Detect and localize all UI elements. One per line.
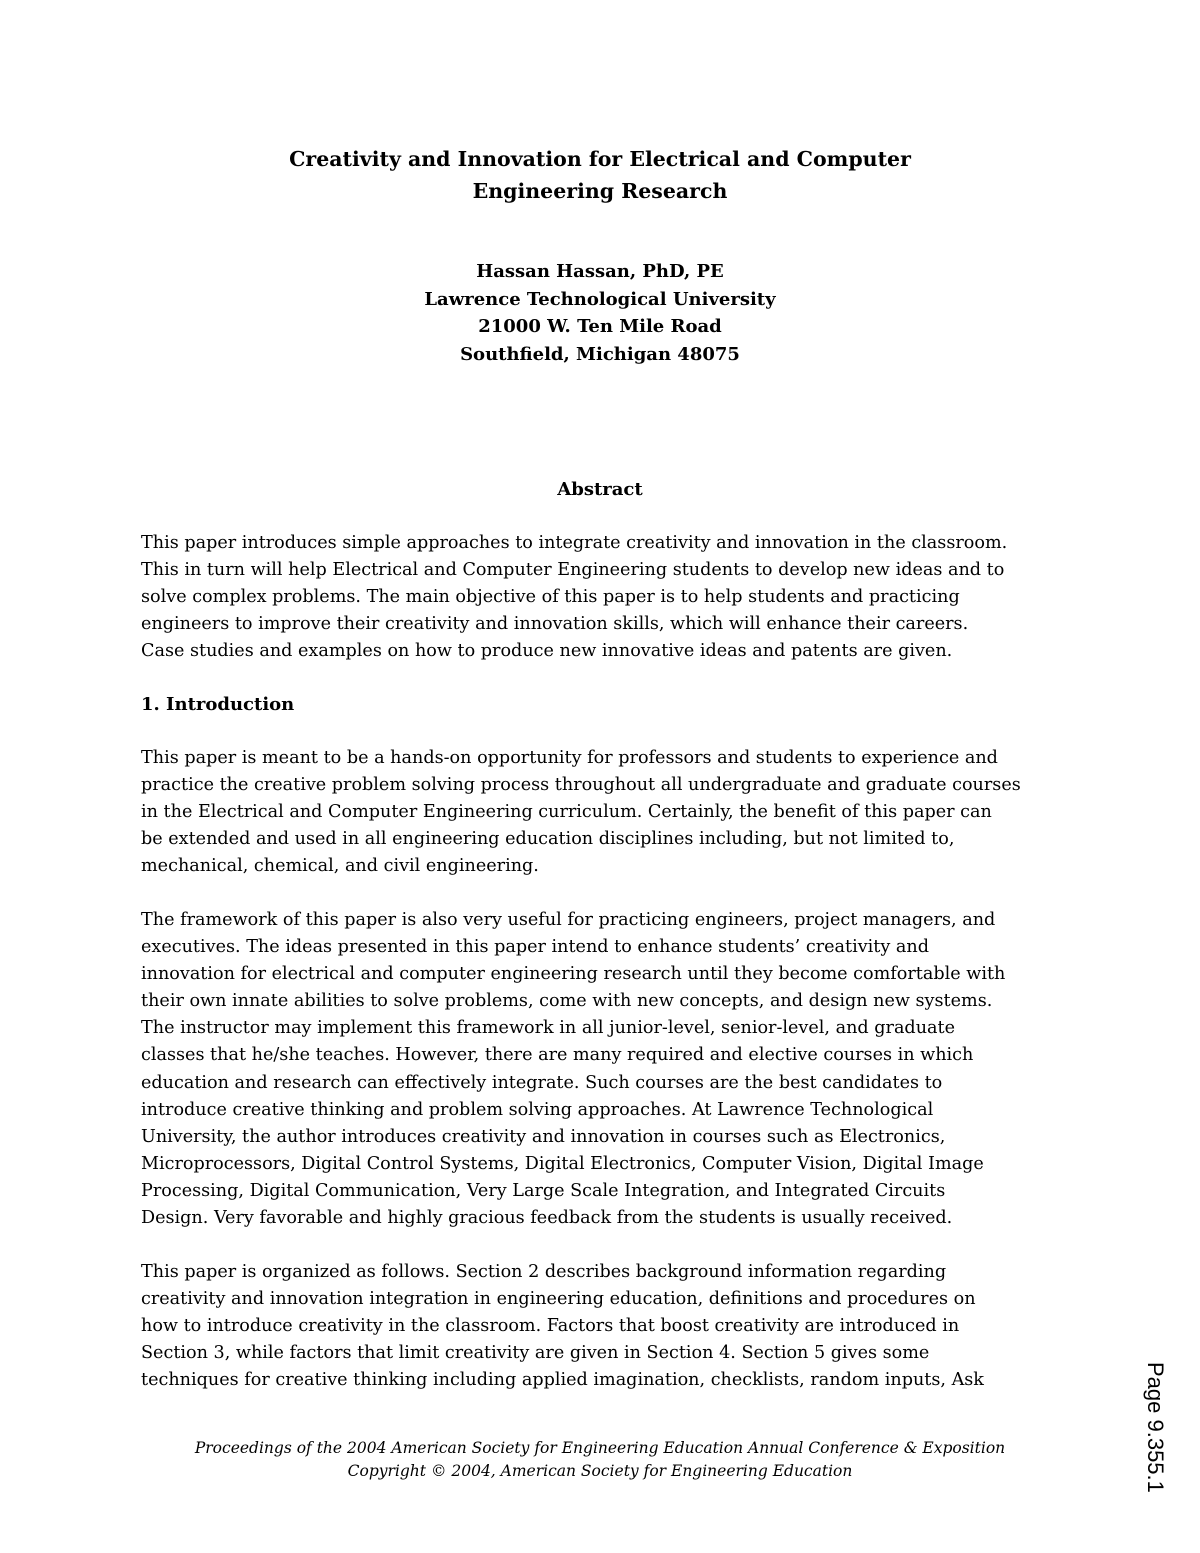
paragraph-line: This paper is organized as follows. Section 2 describes background information regarding [141, 1262, 947, 1282]
paragraph-line: The instructor may implement this framework in all junior-level, senior-level, and graduate [141, 1018, 955, 1039]
footer-proceedings: Proceedings of the 2004 American Society for Engineering Education Annual Conference & Exposition [194, 1439, 1006, 1457]
abstract-line: engineers to improve their creativity and innovation skills, which will enhance their careers. [141, 614, 969, 635]
author-city: Southfield, Michigan 48075 [460, 343, 740, 365]
paragraph-line: executives. The ideas presented in this paper intend to enhance students’ creativity and [141, 937, 929, 958]
paragraph-line: creativity and innovation integration in engineering education, definitions and procedures on [141, 1289, 976, 1310]
abstract-line: Case studies and examples on how to produce new innovative ideas and patents are given. [141, 641, 953, 662]
section-heading-introduction: 1. Introduction [141, 694, 295, 715]
paper-title-line-2: Engineering Research [472, 179, 728, 203]
paragraph-line: The framework of this paper is also very useful for practicing engineers, project managers, and [141, 910, 996, 930]
paragraph-line: techniques for creative thinking including applied imagination, checklists, random inputs, Ask [141, 1370, 984, 1391]
paragraph-line: in the Electrical and Computer Engineering curriculum. Certainly, the benefit of this paper can [141, 802, 992, 823]
abstract-line: This paper introduces simple approaches to integrate creativity and innovation in the classroom. [141, 533, 1008, 553]
paragraph-line: Section 3, while factors that limit creativity are given in Section 4. Section 5 gives some [141, 1343, 930, 1364]
paragraph-line: mechanical, chemical, and civil engineering. [141, 856, 539, 877]
page-number: Page 9.355.1 [1143, 1362, 1168, 1493]
author-block [141, 258, 1059, 368]
paragraph-line: Microprocessors, Digital Control Systems, Digital Electronics, Computer Vision, Digital Image [141, 1153, 984, 1174]
paragraph-line: University, the author introduces creativity and innovation in courses such as Electronics, [141, 1126, 946, 1147]
paragraph-line: This paper is meant to be a hands-on opportunity for professors and students to experience and [141, 748, 998, 768]
paragraph-line: innovation for electrical and computer engineering research until they become comfortable with [141, 964, 1006, 985]
paragraph-line: how to introduce creativity in the classroom. Factors that boost creativity are introduced in [141, 1316, 960, 1337]
paragraph-line: be extended and used in all engineering education disciplines including, but not limited to, [141, 829, 955, 850]
paper-title [141, 143, 1059, 207]
intro-paragraph-1 [141, 745, 1071, 880]
abstract-line: solve complex problems. The main objective of this paper is to help students and practicing [141, 587, 960, 608]
paragraph-line: introduce creative thinking and problem solving approaches. At Lawrence Technological [141, 1099, 934, 1120]
paper-title-line-1: Creativity and Innovation for Electrical and Computer [289, 147, 911, 171]
footer-copyright: Copyright © 2004, American Society for Engineering Education [347, 1462, 853, 1480]
paragraph-line: practice the creative problem solving process throughout all undergraduate and graduate courses [141, 775, 1021, 796]
paragraph-line: Processing, Digital Communication, Very Large Scale Integration, and Integrated Circuits [141, 1180, 946, 1201]
page-footer [141, 1437, 1059, 1483]
paragraph-line: Design. Very favorable and highly gracious feedback from the students is usually received. [141, 1208, 953, 1229]
author-name: Hassan Hassan, PhD, PE [476, 261, 724, 282]
paragraph-line: education and research can effectively integrate. Such courses are the best candidates to [141, 1072, 943, 1093]
paragraph-line: their own innate abilities to solve problems, come with new concepts, and design new systems. [141, 991, 993, 1012]
author-affiliation: Lawrence Technological University [424, 288, 776, 310]
abstract-line: This in turn will help Electrical and Computer Engineering students to develop new ideas and to [141, 560, 1005, 581]
intro-paragraph-3 [141, 1259, 1071, 1394]
abstract-heading: Abstract [557, 479, 643, 500]
abstract-paragraph [141, 530, 1071, 665]
paragraph-line: classes that he/she teaches. However, there are many required and elective courses in which [141, 1045, 974, 1066]
intro-paragraph-2 [141, 907, 1071, 1232]
author-street: 21000 W. Ten Mile Road [478, 316, 722, 337]
